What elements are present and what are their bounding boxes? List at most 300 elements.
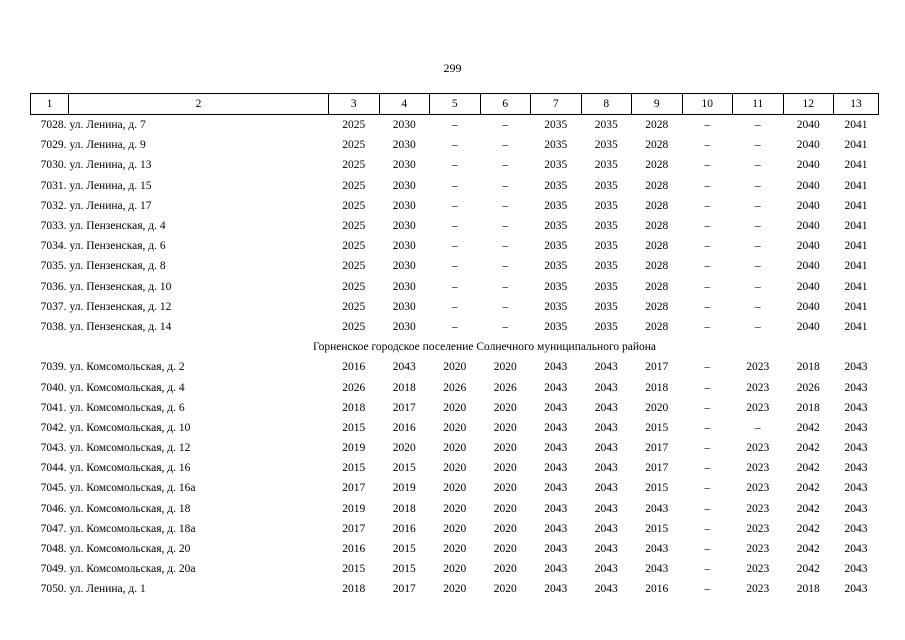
column-header-8: 8 (581, 94, 632, 115)
column-header-6: 6 (480, 94, 531, 115)
row-value-col-7: 2035 (544, 220, 568, 233)
row-value-col-7: 2043 (544, 401, 568, 414)
row-value-col-10: – (704, 543, 711, 556)
row-value-col-7: 2043 (544, 583, 568, 596)
row-value-col-5: 2020 (443, 421, 467, 434)
row-number: 7044. (40, 462, 67, 475)
table-row (31, 519, 879, 539)
row-value-col-9: 2018 (645, 381, 669, 394)
table-row (31, 418, 879, 438)
row-value-col-13: 2043 (844, 442, 868, 455)
row-value-col-10: – (704, 442, 711, 455)
row-value-col-12: 2040 (796, 300, 820, 313)
column-header-9: 9 (632, 94, 683, 115)
row-value-col-9: 2015 (645, 421, 669, 434)
table-row (31, 196, 879, 216)
row-value-col-3: 2018 (342, 583, 366, 596)
row-value-col-10: – (704, 563, 711, 576)
row-value-col-13: 2041 (844, 300, 868, 313)
row-address: ул. Комсомольская, д. 10 (69, 421, 191, 434)
row-address: ул. Комсомольская, д. 12 (69, 442, 191, 455)
row-value-col-5: 2020 (443, 583, 467, 596)
row-value-col-10: – (704, 522, 711, 535)
row-value-col-7: 2043 (544, 543, 568, 556)
row-value-col-12: 2042 (796, 462, 820, 475)
row-value-col-11: – (754, 320, 761, 333)
row-value-col-12: 2042 (796, 522, 820, 535)
page-number: 299 (443, 61, 462, 75)
row-value-col-5: 2020 (443, 401, 467, 414)
row-value-col-9: 2043 (645, 563, 669, 576)
row-value-col-3: 2019 (342, 502, 366, 515)
row-value-col-5: – (451, 220, 458, 233)
row-address: ул. Ленина, д. 1 (69, 583, 146, 596)
row-number: 7036. (40, 280, 67, 293)
table-row (31, 458, 879, 478)
row-number: 7039. (40, 361, 67, 374)
row-value-col-8: 2043 (594, 522, 618, 535)
row-value-col-9: 2017 (645, 442, 669, 455)
row-value-col-9: 2016 (645, 583, 669, 596)
row-value-col-8: 2035 (594, 320, 618, 333)
row-value-col-3: 2017 (342, 482, 366, 495)
row-value-col-5: 2020 (443, 563, 467, 576)
column-header-2: 2 (69, 94, 329, 115)
row-value-col-3: 2025 (342, 139, 366, 152)
row-value-col-10: – (704, 240, 711, 253)
row-value-col-6: 2026 (493, 381, 517, 394)
section-heading-row (31, 337, 879, 357)
row-number: 7040. (40, 381, 67, 394)
row-value-col-11: 2023 (746, 442, 770, 455)
row-value-col-11: 2023 (746, 381, 770, 394)
row-value-col-10: – (704, 280, 711, 293)
row-value-col-3: 2025 (342, 159, 366, 172)
row-address: ул. Комсомольская, д. 2 (69, 361, 185, 374)
row-value-col-3: 2025 (342, 240, 366, 253)
row-value-col-12: 2026 (796, 381, 820, 394)
row-value-col-10: – (704, 260, 711, 273)
row-number: 7038. (40, 320, 67, 333)
row-address: ул. Комсомольская, д. 16а (69, 482, 196, 495)
row-value-col-5: – (451, 280, 458, 293)
row-value-col-13: 2043 (844, 583, 868, 596)
row-number: 7043. (40, 442, 67, 455)
row-value-col-7: 2043 (544, 462, 568, 475)
row-value-col-13: 2041 (844, 240, 868, 253)
row-value-col-9: 2028 (645, 260, 669, 273)
table-row (31, 115, 879, 136)
row-value-col-8: 2035 (594, 300, 618, 313)
row-value-col-9: 2028 (645, 240, 669, 253)
table-row (31, 559, 879, 579)
row-value-col-7: 2035 (544, 240, 568, 253)
table-row (31, 317, 879, 337)
row-value-col-7: 2043 (544, 522, 568, 535)
row-value-col-13: 2043 (844, 421, 868, 434)
row-value-col-10: – (704, 381, 711, 394)
row-address: ул. Пензенская, д. 6 (69, 240, 166, 253)
row-value-col-4: 2030 (392, 320, 416, 333)
row-value-col-7: 2043 (544, 502, 568, 515)
row-value-col-12: 2018 (796, 401, 820, 414)
table-row (31, 216, 879, 236)
row-value-col-12: 2042 (796, 421, 820, 434)
row-value-col-12: 2042 (796, 482, 820, 495)
row-value-col-5: 2020 (443, 361, 467, 374)
row-value-col-13: 2041 (844, 179, 868, 192)
row-value-col-12: 2040 (796, 220, 820, 233)
row-value-col-5: – (451, 300, 458, 313)
row-value-col-7: 2035 (544, 280, 568, 293)
row-value-col-4: 2030 (392, 119, 416, 132)
row-number: 7041. (40, 401, 67, 414)
row-value-col-5: 2020 (443, 482, 467, 495)
row-value-col-11: – (754, 280, 761, 293)
row-value-col-13: 2043 (844, 401, 868, 414)
row-value-col-13: 2043 (844, 381, 868, 394)
row-value-col-11: 2023 (746, 401, 770, 414)
row-value-col-13: 2041 (844, 119, 868, 132)
row-value-col-3: 2017 (342, 522, 366, 535)
row-number: 7045. (40, 482, 67, 495)
row-value-col-10: – (704, 421, 711, 434)
row-value-col-4: 2030 (392, 179, 416, 192)
row-value-col-4: 2019 (392, 482, 416, 495)
row-value-col-8: 2035 (594, 220, 618, 233)
row-address: ул. Комсомольская, д. 18а (69, 522, 196, 535)
row-value-col-9: 2015 (645, 482, 669, 495)
row-value-col-7: 2043 (544, 482, 568, 495)
table-row (31, 499, 879, 519)
row-value-col-6: – (502, 260, 509, 273)
row-value-col-13: 2041 (844, 139, 868, 152)
row-value-col-3: 2019 (342, 442, 366, 455)
row-value-col-8: 2035 (594, 139, 618, 152)
row-value-col-12: 2042 (796, 543, 820, 556)
table-body (31, 94, 879, 600)
row-value-col-6: – (502, 220, 509, 233)
row-value-col-3: 2025 (342, 280, 366, 293)
row-value-col-4: 2030 (392, 220, 416, 233)
row-value-col-3: 2026 (342, 381, 366, 394)
row-value-col-8: 2035 (594, 240, 618, 253)
row-number: 7032. (40, 199, 67, 212)
row-value-col-11: – (754, 421, 761, 434)
row-value-col-12: 2018 (796, 583, 820, 596)
row-value-col-10: – (704, 320, 711, 333)
row-value-col-3: 2016 (342, 543, 366, 556)
table-row (31, 579, 879, 599)
row-value-col-10: – (704, 300, 711, 313)
row-value-col-12: 2040 (796, 280, 820, 293)
row-value-col-11: – (754, 119, 761, 132)
row-value-col-11: 2023 (746, 563, 770, 576)
row-number: 7030. (40, 159, 67, 172)
row-value-col-13: 2043 (844, 563, 868, 576)
row-value-col-7: 2035 (544, 159, 568, 172)
row-value-col-8: 2035 (594, 119, 618, 132)
row-value-col-6: 2020 (493, 462, 517, 475)
row-value-col-10: – (704, 119, 711, 132)
row-value-col-11: 2023 (746, 502, 770, 515)
row-number: 7033. (40, 220, 67, 233)
row-value-col-4: 2030 (392, 139, 416, 152)
row-address: ул. Комсомольская, д. 20 (69, 543, 191, 556)
row-value-col-9: 2028 (645, 280, 669, 293)
row-number: 7046. (40, 502, 67, 515)
row-address: ул. Ленина, д. 9 (69, 139, 146, 152)
row-value-col-5: 2020 (443, 502, 467, 515)
row-value-col-12: 2042 (796, 502, 820, 515)
row-value-col-5: – (451, 240, 458, 253)
row-value-col-5: – (451, 320, 458, 333)
row-value-col-4: 2015 (392, 563, 416, 576)
row-value-col-3: 2018 (342, 401, 366, 414)
table-row (31, 438, 879, 458)
row-number: 7048. (40, 543, 67, 556)
row-number: 7037. (40, 300, 67, 313)
row-value-col-13: 2043 (844, 482, 868, 495)
column-header-7: 7 (531, 94, 582, 115)
row-value-col-6: 2020 (493, 563, 517, 576)
row-value-col-7: 2035 (544, 119, 568, 132)
row-value-col-8: 2043 (594, 361, 618, 374)
row-value-col-7: 2043 (544, 563, 568, 576)
row-value-col-9: 2028 (645, 320, 669, 333)
row-address: ул. Пензенская, д. 14 (69, 320, 172, 333)
row-value-col-4: 2018 (392, 502, 416, 515)
row-value-col-13: 2043 (844, 462, 868, 475)
column-header-5: 5 (430, 94, 481, 115)
row-address: ул. Пензенская, д. 8 (69, 260, 166, 273)
row-number: 7029. (40, 139, 67, 152)
row-value-col-8: 2043 (594, 442, 618, 455)
row-value-col-10: – (704, 220, 711, 233)
row-value-col-6: 2020 (493, 482, 517, 495)
row-value-col-3: 2025 (342, 300, 366, 313)
row-value-col-5: – (451, 260, 458, 273)
row-value-col-4: 2043 (392, 361, 416, 374)
row-value-col-12: 2040 (796, 260, 820, 273)
row-value-col-11: – (754, 260, 761, 273)
row-value-col-8: 2043 (594, 381, 618, 394)
row-value-col-6: – (502, 159, 509, 172)
row-value-col-13: 2041 (844, 199, 868, 212)
row-value-col-7: 2043 (544, 361, 568, 374)
row-value-col-3: 2025 (342, 320, 366, 333)
row-number: 7049. (40, 563, 67, 576)
row-address: ул. Ленина, д. 17 (69, 199, 152, 212)
row-value-col-10: – (704, 583, 711, 596)
row-value-col-4: 2030 (392, 159, 416, 172)
column-header-1: 1 (31, 94, 69, 115)
row-value-col-11: – (754, 179, 761, 192)
row-address: ул. Пензенская, д. 12 (69, 300, 172, 313)
column-header-10: 10 (682, 94, 733, 115)
row-value-col-13: 2041 (844, 159, 868, 172)
row-address: ул. Ленина, д. 7 (69, 119, 146, 132)
row-value-col-10: – (704, 401, 711, 414)
table-row (31, 176, 879, 196)
row-value-col-4: 2017 (392, 583, 416, 596)
row-value-col-9: 2028 (645, 119, 669, 132)
row-address: ул. Ленина, д. 13 (69, 159, 152, 172)
row-value-col-9: 2017 (645, 462, 669, 475)
row-number: 7028. (40, 119, 67, 132)
row-number: 7047. (40, 522, 67, 535)
row-value-col-3: 2015 (342, 563, 366, 576)
row-address: ул. Пензенская, д. 10 (69, 280, 172, 293)
row-value-col-8: 2043 (594, 482, 618, 495)
row-value-col-3: 2025 (342, 119, 366, 132)
row-value-col-7: 2035 (544, 179, 568, 192)
table-row (31, 256, 879, 276)
row-value-col-7: 2035 (544, 300, 568, 313)
row-value-col-4: 2017 (392, 401, 416, 414)
row-address: ул. Комсомольская, д. 4 (69, 381, 185, 394)
table-row (31, 478, 879, 498)
row-value-col-11: – (754, 240, 761, 253)
row-value-col-6: – (502, 119, 509, 132)
row-value-col-7: 2043 (544, 442, 568, 455)
row-number: 7035. (40, 260, 67, 273)
row-value-col-9: 2028 (645, 139, 669, 152)
row-value-col-9: 2015 (645, 522, 669, 535)
row-value-col-6: 2020 (493, 421, 517, 434)
section-title: Горненское городское поселение Солнечного муниципального района (312, 341, 657, 354)
row-value-col-9: 2017 (645, 361, 669, 374)
row-value-col-5: 2020 (443, 543, 467, 556)
row-value-col-12: 2018 (796, 361, 820, 374)
row-value-col-9: 2043 (645, 543, 669, 556)
row-value-col-11: 2023 (746, 482, 770, 495)
row-address: ул. Комсомольская, д. 6 (69, 401, 185, 414)
row-value-col-6: – (502, 240, 509, 253)
row-value-col-5: – (451, 159, 458, 172)
row-address: ул. Пензенская, д. 4 (69, 220, 166, 233)
row-value-col-6: 2020 (493, 522, 517, 535)
row-value-col-10: – (704, 179, 711, 192)
row-value-col-11: 2023 (746, 543, 770, 556)
row-value-col-12: 2042 (796, 563, 820, 576)
row-value-col-11: – (754, 139, 761, 152)
row-value-col-6: – (502, 139, 509, 152)
table-row (31, 398, 879, 418)
row-value-col-4: 2030 (392, 240, 416, 253)
row-value-col-12: 2040 (796, 139, 820, 152)
row-value-col-8: 2035 (594, 280, 618, 293)
row-value-col-9: 2028 (645, 159, 669, 172)
row-value-col-5: 2020 (443, 442, 467, 455)
row-value-col-5: – (451, 199, 458, 212)
row-value-col-11: – (754, 199, 761, 212)
row-value-col-5: – (451, 179, 458, 192)
row-value-col-10: – (704, 139, 711, 152)
row-value-col-5: – (451, 119, 458, 132)
row-value-col-9: 2043 (645, 502, 669, 515)
row-value-col-3: 2025 (342, 260, 366, 273)
row-value-col-3: 2015 (342, 462, 366, 475)
table-row (31, 236, 879, 256)
row-value-col-6: – (502, 280, 509, 293)
row-value-col-4: 2030 (392, 300, 416, 313)
row-value-col-5: 2020 (443, 462, 467, 475)
row-value-col-12: 2040 (796, 159, 820, 172)
table-row (31, 135, 879, 155)
row-value-col-6: 2020 (493, 361, 517, 374)
row-value-col-9: 2028 (645, 300, 669, 313)
row-value-col-10: – (704, 462, 711, 475)
row-value-col-4: 2030 (392, 260, 416, 273)
row-value-col-13: 2041 (844, 280, 868, 293)
row-value-col-9: 2028 (645, 179, 669, 192)
row-value-col-8: 2043 (594, 502, 618, 515)
row-value-col-8: 2043 (594, 563, 618, 576)
row-address: ул. Ленина, д. 15 (69, 179, 152, 192)
column-header-4: 4 (379, 94, 430, 115)
row-value-col-8: 2043 (594, 583, 618, 596)
row-value-col-7: 2035 (544, 139, 568, 152)
header-row (31, 94, 879, 115)
row-value-col-3: 2016 (342, 361, 366, 374)
row-value-col-8: 2035 (594, 199, 618, 212)
row-value-col-8: 2043 (594, 462, 618, 475)
row-value-col-6: 2020 (493, 543, 517, 556)
row-value-col-10: – (704, 199, 711, 212)
row-value-col-8: 2043 (594, 421, 618, 434)
row-value-col-7: 2043 (544, 381, 568, 394)
row-value-col-6: – (502, 179, 509, 192)
row-value-col-12: 2040 (796, 179, 820, 192)
row-value-col-5: 2020 (443, 522, 467, 535)
table-row (31, 155, 879, 175)
row-value-col-11: 2023 (746, 583, 770, 596)
column-header-12: 12 (783, 94, 834, 115)
row-value-col-8: 2035 (594, 159, 618, 172)
row-value-col-4: 2016 (392, 421, 416, 434)
row-value-col-10: – (704, 159, 711, 172)
row-value-col-6: 2020 (493, 502, 517, 515)
row-value-col-13: 2043 (844, 543, 868, 556)
table-row (31, 377, 879, 397)
row-value-col-3: 2025 (342, 199, 366, 212)
row-value-col-4: 2030 (392, 199, 416, 212)
row-value-col-10: – (704, 482, 711, 495)
row-value-col-13: 2041 (844, 320, 868, 333)
row-value-col-7: 2035 (544, 320, 568, 333)
registry-table (30, 93, 879, 600)
row-value-col-5: 2026 (443, 381, 467, 394)
row-value-col-6: – (502, 300, 509, 313)
row-value-col-3: 2025 (342, 179, 366, 192)
row-value-col-11: – (754, 300, 761, 313)
row-address: ул. Комсомольская, д. 16 (69, 462, 191, 475)
row-value-col-11: 2023 (746, 462, 770, 475)
row-value-col-3: 2015 (342, 421, 366, 434)
row-value-col-8: 2035 (594, 179, 618, 192)
row-value-col-7: 2035 (544, 260, 568, 273)
row-value-col-5: – (451, 139, 458, 152)
row-value-col-10: – (704, 502, 711, 515)
row-value-col-12: 2040 (796, 199, 820, 212)
row-value-col-4: 2020 (392, 442, 416, 455)
row-value-col-7: 2035 (544, 199, 568, 212)
row-number: 7050. (40, 583, 67, 596)
column-header-3: 3 (329, 94, 380, 115)
table-row (31, 357, 879, 377)
row-value-col-13: 2041 (844, 220, 868, 233)
